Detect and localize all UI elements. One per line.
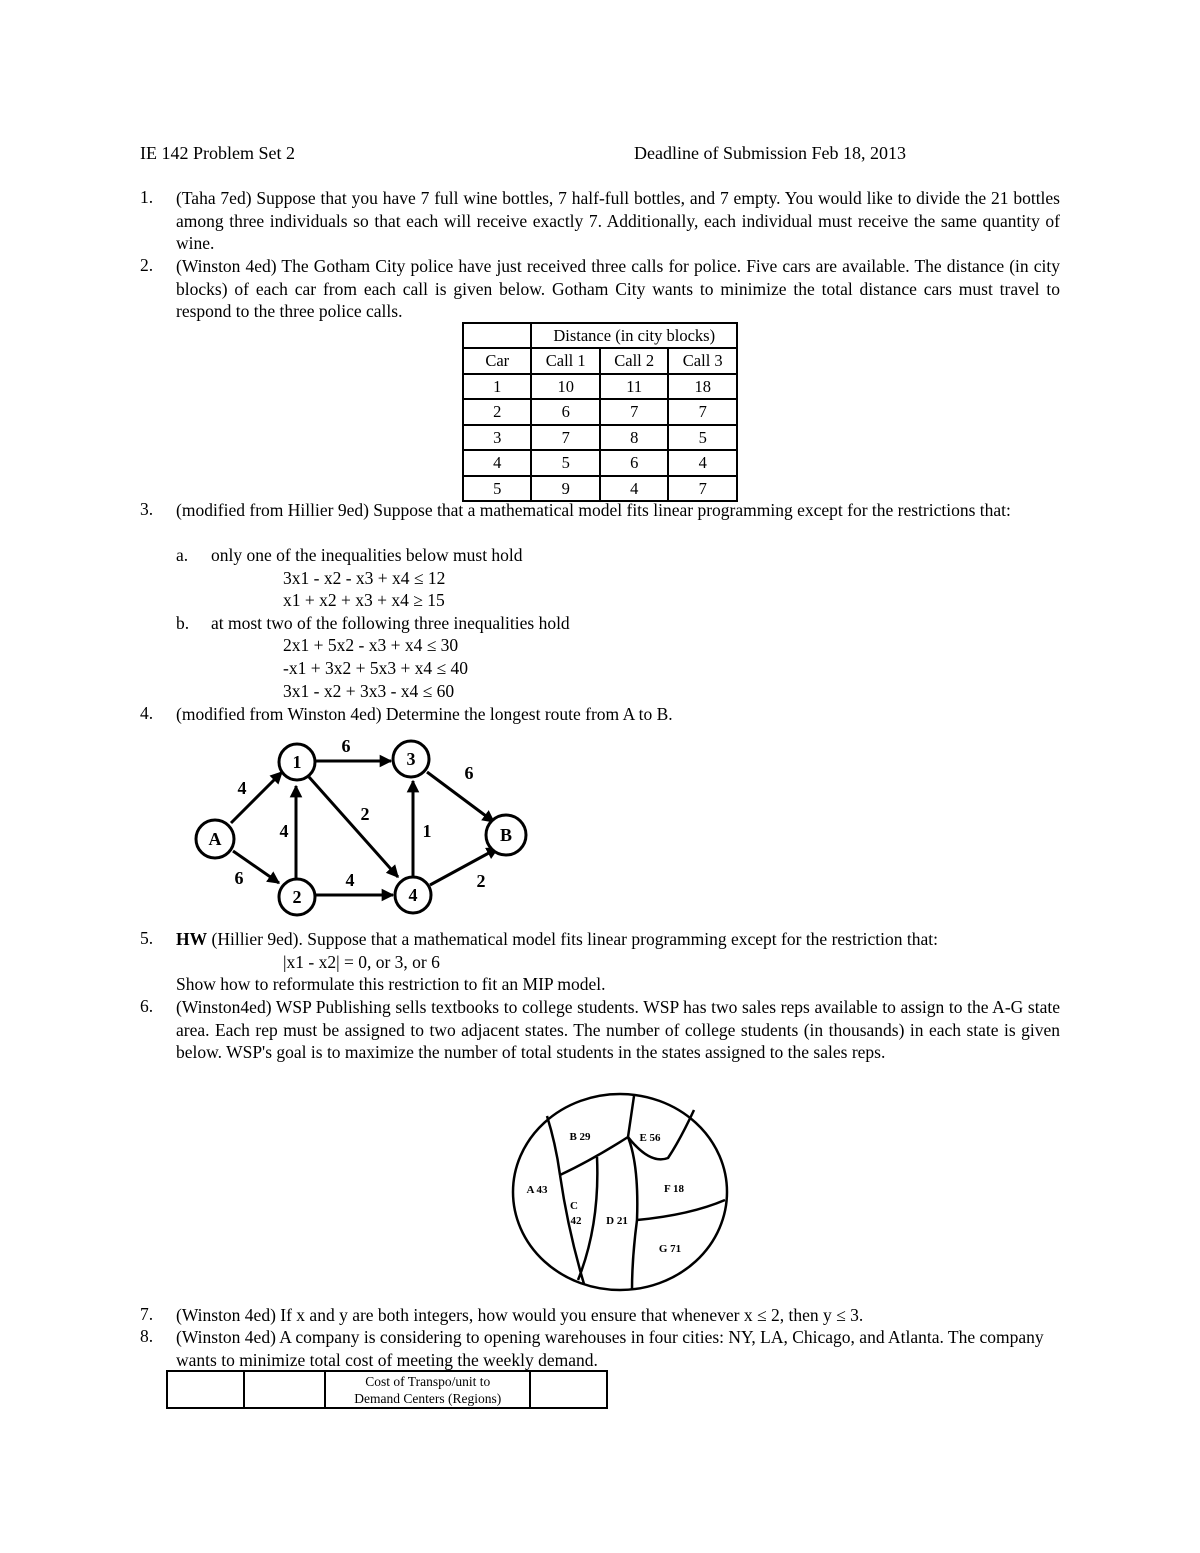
transport-cost-header <box>325 1371 530 1408</box>
table-cell: 7 <box>668 476 737 501</box>
table-cell: 4 <box>463 450 531 476</box>
problem-7-number: 7. <box>140 1304 154 1324</box>
border-a-c <box>560 1175 584 1284</box>
edge-weight-2-4: 4 <box>345 870 355 890</box>
problem-4-number: 4. <box>140 703 154 723</box>
node-label-a: A <box>208 829 222 849</box>
problem-3b-text: at most two of the following three inequalities hold <box>211 613 570 633</box>
edge-weight-4-b: 2 <box>476 871 486 891</box>
table-cell: 9 <box>531 476 600 501</box>
table-cell: 18 <box>668 374 737 399</box>
node-label-2: 2 <box>292 887 302 907</box>
problem-5-formula: |x1 - x2| = 0, or 3, or 6 <box>283 952 440 972</box>
problem-3a-text: only one of the inequalities below must hold <box>211 545 523 565</box>
warehouse-cost-table <box>166 1370 608 1409</box>
border-a-b <box>547 1116 560 1175</box>
inequality-3a-1: 3x1 - x2 - x3 + x4 ≤ 12 <box>283 568 446 588</box>
problem-4-text: (modified from Winston 4ed) Determine the longest route from A to B. <box>176 704 673 724</box>
border-f-g <box>637 1200 725 1220</box>
table-cell: 11 <box>600 374 669 399</box>
header-course-title: IE 142 Problem Set 2 <box>140 143 295 163</box>
table-cell: 4 <box>600 476 669 501</box>
problem-6-number: 6. <box>140 996 154 1016</box>
problem-5-text2: Show how to reformulate this restriction to fit an MIP model. <box>176 974 606 994</box>
problem-2-text: (Winston 4ed) The Gotham City police have just received three calls for police. Five cars are available. The distance (in city blocks) of each car from each call is given below. Gotham City wants to minimize the total distance cars must travel to respond to the three police calls. <box>176 256 1060 322</box>
edge-weight-a-2: 6 <box>234 868 244 888</box>
table-cell: 7 <box>531 425 600 450</box>
inequality-3a-2: x1 + x2 + x3 + x4 ≥ 15 <box>283 590 445 610</box>
region-g-label: G 71 <box>658 1243 682 1255</box>
edge-weight-4-3: 1 <box>422 821 432 841</box>
inequality-3b-1: 2x1 + 5x2 - x3 + x4 ≤ 30 <box>283 635 459 655</box>
problem-3b-label: b. <box>176 613 190 633</box>
table-cell: 5 <box>463 476 531 501</box>
table-cell: 4 <box>668 450 737 476</box>
edge-weight-1-3: 6 <box>341 736 351 756</box>
transport-cost-header-line1: Cost of Transpo/unit to <box>365 1373 491 1389</box>
table-cell <box>530 1371 607 1408</box>
border-e-f <box>628 1110 694 1159</box>
problem-5-number: 5. <box>140 928 154 948</box>
edge-weight-2-1: 4 <box>279 821 289 841</box>
column-header-call-3: Call 3 <box>668 348 737 374</box>
inequality-3b-2: -x1 + 3x2 + 5x3 + x4 ≤ 40 <box>283 658 469 678</box>
table-cell: 8 <box>600 425 669 450</box>
problem-3a-label: a. <box>176 545 189 565</box>
problem-3-text: (modified from Hillier 9ed) Suppose that a mathematical model fits linear programming except for the restrictions that: <box>176 500 1011 520</box>
problem-1-text: (Taha 7ed) Suppose that you have 7 full wine bottles, 7 half-full bottles, and 7 empty. You would like to divide the 21 bottles among three individuals so that each will receive exactly 7. Additionally, each individual must receive the same quantity of wine. <box>176 188 1060 254</box>
problem-2-number: 2. <box>140 255 154 275</box>
table-cell: 10 <box>531 374 600 399</box>
table-cell: 6 <box>531 399 600 425</box>
table-cell: 7 <box>668 399 737 425</box>
problem-8-number: 8. <box>140 1326 154 1346</box>
node-label-4: 4 <box>408 885 418 905</box>
edge-weight-1-4: 2 <box>360 804 370 824</box>
table-cell <box>167 1371 244 1408</box>
distance-group-header: Distance (in city blocks) <box>531 323 737 348</box>
hw-label: HW <box>176 929 208 949</box>
node-label-1: 1 <box>292 752 302 772</box>
region-c-label: C <box>570 1200 578 1212</box>
edge-weight-3-b: 6 <box>464 763 474 783</box>
table-cell <box>244 1371 326 1408</box>
table-cell: 1 <box>463 374 531 399</box>
column-header-call-2: Call 2 <box>600 348 669 374</box>
column-header-car: Car <box>463 348 531 374</box>
table-cell: 2 <box>463 399 531 425</box>
column-header-call-1: Call 1 <box>531 348 600 374</box>
region-f-label: F 18 <box>663 1183 685 1195</box>
problem-3-number: 3. <box>140 499 154 519</box>
border-d-fg <box>628 1137 637 1290</box>
problem-5-text: (Hillier 9ed). Suppose that a mathematical model fits linear programming except for the restriction that: <box>207 929 939 949</box>
region-a-label: A 43 <box>526 1184 548 1196</box>
node-label-b: B <box>499 825 513 845</box>
edge-weight-a-1: 4 <box>237 778 247 798</box>
node-label-3: 3 <box>406 749 416 769</box>
inequality-3b-3: 3x1 - x2 + 3x3 - x4 ≤ 60 <box>283 681 455 701</box>
table-cell: 5 <box>531 450 600 476</box>
region-d-label: D 21 <box>606 1215 628 1227</box>
problem-7-text: (Winston 4ed) If x and y are both integers, how would you ensure that whenever x ≤ 2, then y ≤ 3. <box>176 1305 864 1325</box>
table-cell: 6 <box>600 450 669 476</box>
header-deadline: Deadline of Submission Feb 18, 2013 <box>634 143 906 163</box>
region-e-label: E 56 <box>639 1132 661 1144</box>
problem-1-number: 1. <box>140 187 154 207</box>
table-cell: 7 <box>600 399 669 425</box>
region-c-value: 42 <box>570 1215 582 1227</box>
table-cell: 5 <box>668 425 737 450</box>
table-cell: 3 <box>463 425 531 450</box>
transport-cost-header-line2: Demand Centers (Regions) <box>354 1390 502 1406</box>
problem-6-text: (Winston4ed) WSP Publishing sells textbooks to college students. WSP has two sales reps available to assign to the A-G state area. Each rep must be assigned to two adjacent states. The number of college students (in thousands) in each state is given below. WSP's goal is to maximize the number of total students in the states assigned to the sales reps. <box>176 997 1060 1063</box>
problem-8-text: (Winston 4ed) A company is considering to opening warehouses in four cities: NY, LA, Chicago, and Atlanta. The company wants to minimize total cost of meeting the weekly demand. <box>176 1327 1044 1370</box>
region-b-label: B 29 <box>569 1131 591 1143</box>
